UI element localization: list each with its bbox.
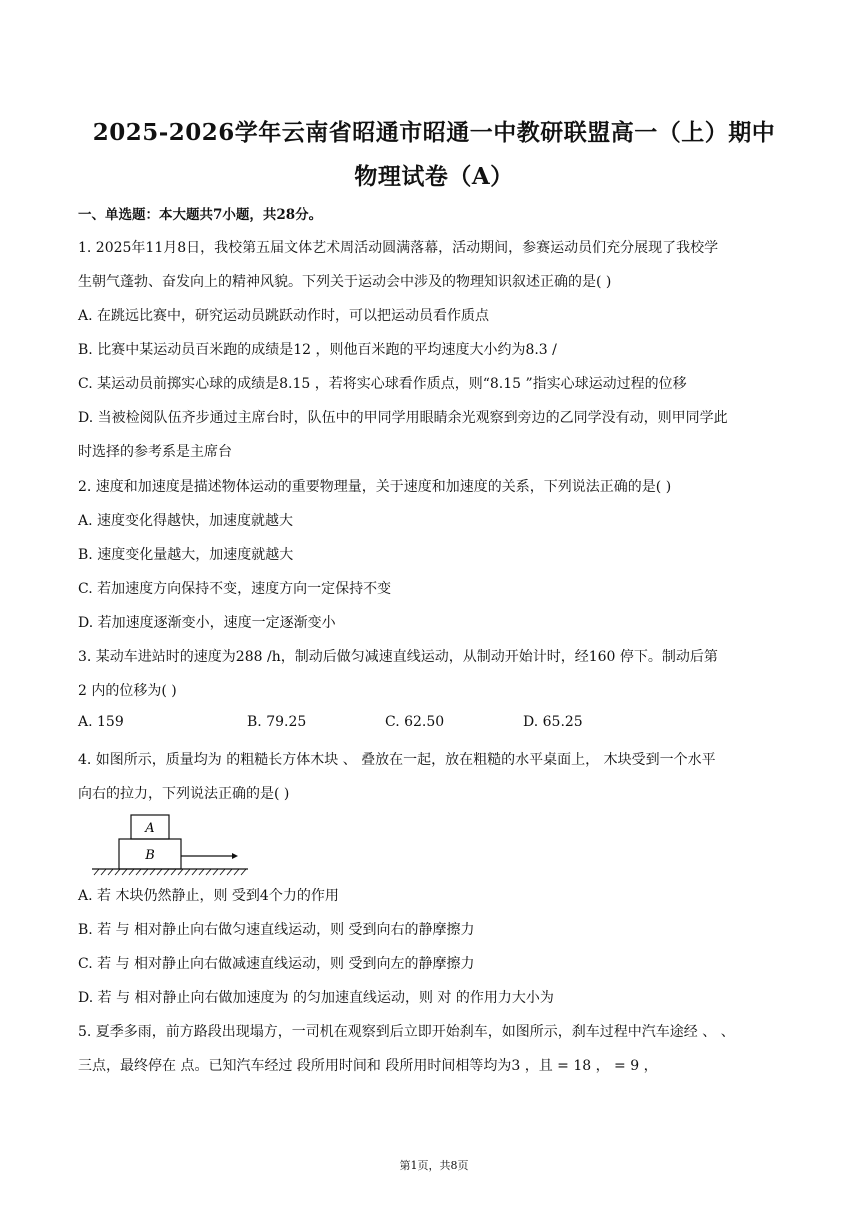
q3-stem-line1: 3. 某动车进站时的速度为288 /h，制动后做匀减速直线运动，从制动开始计时，经160 停下。制动后第 xyxy=(78,649,718,665)
q3-option-c: C. 62.50 xyxy=(385,714,445,730)
q1-option-d-line2: 时选择的参考系是主席台 xyxy=(78,444,232,460)
q4-stem-line2: 向右的拉力，下列说法正确的是( ) xyxy=(78,786,290,802)
q2-option-a: A. 速度变化得越快，加速度就越大 xyxy=(78,513,294,529)
q1-stem-line1: 1. 2025年11月8日，我校第五届文体艺术周活动圆满落幕，活动期间，参赛运动员们充分展现了我校学 xyxy=(78,240,719,256)
q4-option-b: B. 若 与 相对静止向右做匀速直线运动，则 受到向右的静摩擦力 xyxy=(78,922,475,938)
q1-option-b: B. 比赛中某运动员百米跑的成绩是12 ，则他百米跑的平均速度大小约为8.3 / xyxy=(78,342,557,358)
q5-stem-line1: 5. 夏季多雨，前方路段出现塌方，一司机在观察到后立即开始刹车，如图所示，刹车过程中汽车途经 、 、 xyxy=(78,1024,735,1040)
q3-option-d: D. 65.25 xyxy=(523,714,583,730)
page-footer: 第1页，共8页 xyxy=(399,1159,469,1172)
q1-option-a: A. 在跳远比赛中，研究运动员跳跃动作时，可以把运动员看作质点 xyxy=(78,308,490,324)
q1-option-c: C. 某运动员前掷实心球的成绩是8.15 ，若将实心球看作质点，则“8.15 ”指实心球运动过程的位移 xyxy=(78,376,687,392)
pull-force-arrow-head xyxy=(232,853,238,859)
q4-blocks-figure xyxy=(88,810,258,880)
section-heading-single-choice: 一、单选题：本大题共7小题，共28分。 xyxy=(78,207,323,223)
exam-title-line2: 物理试卷（A） xyxy=(354,163,514,190)
q3-options-row xyxy=(78,714,790,736)
exam-title-line1: 2025-2026学年云南省昭通市昭通一中教研联盟高一（上）期中 xyxy=(92,119,776,146)
q2-stem: 2. 速度和加速度是描述物体运动的重要物理量，关于速度和加速度的关系，下列说法正确的是( ) xyxy=(78,479,672,495)
q3-option-b: B. 79.25 xyxy=(247,714,307,730)
q5-stem-line2: 三点，最终停在 点。已知汽车经过 段所用时间和 段所用时间相等均为3 ，且 = 18 ， = 9 ， xyxy=(78,1058,658,1074)
q1-stem-line2: 生朝气蓬勃、奋发向上的精神风貌。下列关于运动会中涉及的物理知识叙述正确的是( ) xyxy=(78,274,612,290)
q4-option-c: C. 若 与 相对静止向右做减速直线运动，则 受到向左的静摩擦力 xyxy=(78,956,475,972)
q2-option-b: B. 速度变化量越大，加速度就越大 xyxy=(78,547,294,563)
ground-hatching xyxy=(94,869,246,875)
q2-option-c: C. 若加速度方向保持不变，速度方向一定保持不变 xyxy=(78,581,392,597)
block-a-label: A xyxy=(145,821,155,836)
block-b-label: B xyxy=(145,848,155,863)
q1-option-d-line1: D. 当被检阅队伍齐步通过主席台时，队伍中的甲同学用眼睛余光观察到旁边的乙同学没有动，则甲同学此 xyxy=(78,410,728,426)
q4-option-a: A. 若 木块仍然静止，则 受到4个力的作用 xyxy=(78,888,339,904)
q4-option-d: D. 若 与 相对静止向右做加速度为 的匀加速直线运动，则 对 的作用力大小为 xyxy=(78,990,554,1006)
q2-option-d: D. 若加速度逐渐变小，速度一定逐渐变小 xyxy=(78,615,336,631)
q4-stem-line1: 4. 如图所示，质量均为 的粗糙长方体木块 、 叠放在一起，放在粗糙的水平桌面上， 木块受到一个水平 xyxy=(78,752,716,768)
q3-option-a: A. 159 xyxy=(78,714,124,730)
q3-stem-line2: 2 内的位移为( ) xyxy=(78,683,177,699)
